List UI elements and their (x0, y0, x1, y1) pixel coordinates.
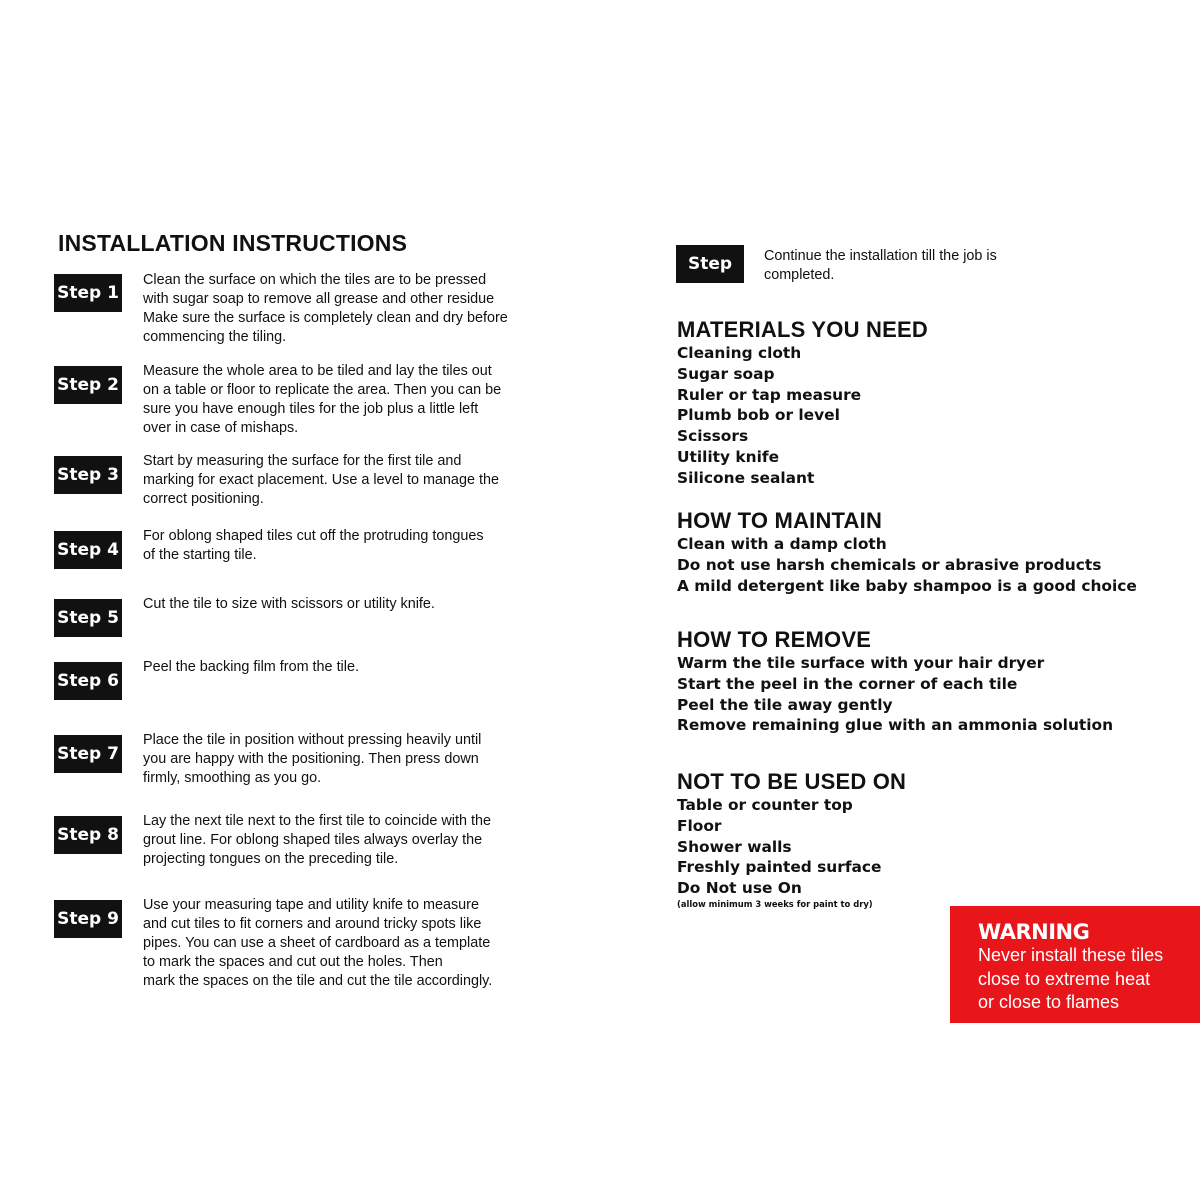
step-5-text: Cut the tile to size with scissors or utility knife. (143, 596, 435, 612)
list-item: Shower walls (677, 837, 792, 856)
list-item: Silicone sealant (677, 468, 815, 487)
step-2-badge: Step 2 (54, 366, 122, 404)
page-title: INSTALLATION INSTRUCTIONS (58, 230, 408, 256)
list-item: Remove remaining glue with an ammonia solution (677, 716, 1114, 735)
list-item: Start the peel in the corner of each tile (677, 674, 1018, 693)
list-item: Clean with a damp cloth (677, 535, 887, 553)
step-8-badge: Step 8 (54, 816, 122, 854)
not-used-on-section (677, 769, 906, 910)
maintain-section (677, 508, 1137, 596)
remove-list (677, 653, 1113, 736)
not-used-on-heading: NOT TO BE USED ON (677, 769, 907, 794)
materials-section (677, 317, 928, 489)
list-item: Sugar soap (677, 364, 775, 383)
list-item: Floor (677, 816, 722, 835)
step-4-text: For oblong shaped tiles cut off the protruding tongues of the starting tile. (143, 528, 484, 563)
warning-box (950, 906, 1200, 1023)
step-5-badge: Step 5 (54, 599, 122, 637)
list-item: Scissors (677, 427, 749, 446)
step-4-badge: Step 4 (54, 531, 122, 569)
warning-text: Never install these tiles close to extreme heat or close to flames (978, 945, 1164, 1012)
list-item: Do Not use On (677, 879, 802, 898)
materials-heading: MATERIALS YOU NEED (677, 317, 928, 342)
list-item: Ruler or tap measure (677, 385, 862, 404)
materials-list (677, 343, 928, 489)
list-item: Cleaning cloth (677, 344, 802, 362)
step-7-text: Place the tile in position without pressing heavily until you are happy with the positioning. Then press down firmly, smoothing as you go. (143, 732, 482, 786)
step-2-text: Measure the whole area to be tiled and lay the tiles out on a table or floor to replicate the area. Then you can be sure you have enough tiles for the job plus a little left over in case of mishaps. (143, 363, 502, 436)
step-1-badge: Step 1 (54, 274, 122, 312)
step-9-badge: Step 9 (54, 900, 122, 938)
step-9-text: Use your measuring tape and utility knife to measure and cut tiles to fit corners and around tricky spots like pipes. You can use a sheet of cardboard as a template to mark the spaces and cut out the holes. Then mark the spaces on the tile and cut the tile accordingly. (143, 897, 493, 989)
not-used-on-list (677, 795, 906, 899)
list-item: Freshly painted surface (677, 858, 882, 877)
remove-heading: HOW TO REMOVE (677, 627, 872, 652)
step-8-text: Lay the next tile next to the first tile to coincide with the grout line. For oblong shaped tiles always overlay the projecting tongues on the preceding tile. (143, 813, 491, 867)
step-10-badge: Step 10 (676, 245, 744, 283)
list-item: Plumb bob or level (677, 406, 840, 425)
warning-title: WARNING (978, 920, 1090, 944)
list-item: Utility knife (677, 447, 780, 466)
step-6-text: Peel the backing film from the tile. (143, 659, 359, 675)
step-7-badge: Step 7 (54, 735, 122, 773)
list-item: Table or counter top (677, 796, 853, 814)
maintain-list (677, 534, 1137, 596)
list-item: Peel the tile away gently (677, 695, 893, 714)
step-6-badge: Step 6 (54, 662, 122, 700)
step-3-text: Start by measuring the surface for the first tile and marking for exact placement. Use a level to manage the correct positioning. (143, 453, 499, 507)
list-item: A mild detergent like baby shampoo is a good choice (677, 576, 1137, 595)
step-1-text: Clean the surface on which the tiles are to be pressed with sugar soap to remove all grease and other residue Make sure the surface is completely clean and dry before commencing the tiling. (143, 272, 508, 345)
list-item: Do not use harsh chemicals or abrasive products (677, 555, 1102, 574)
step-3-badge: Step 3 (54, 456, 122, 494)
maintain-heading: HOW TO MAINTAIN (677, 508, 883, 533)
list-item: Warm the tile surface with your hair dryer (677, 654, 1045, 672)
remove-section (677, 627, 1113, 736)
step-10-text: Continue the installation till the job is completed. (764, 248, 997, 283)
paint-footnote: (allow minimum 3 weeks for paint to dry) (677, 898, 873, 909)
